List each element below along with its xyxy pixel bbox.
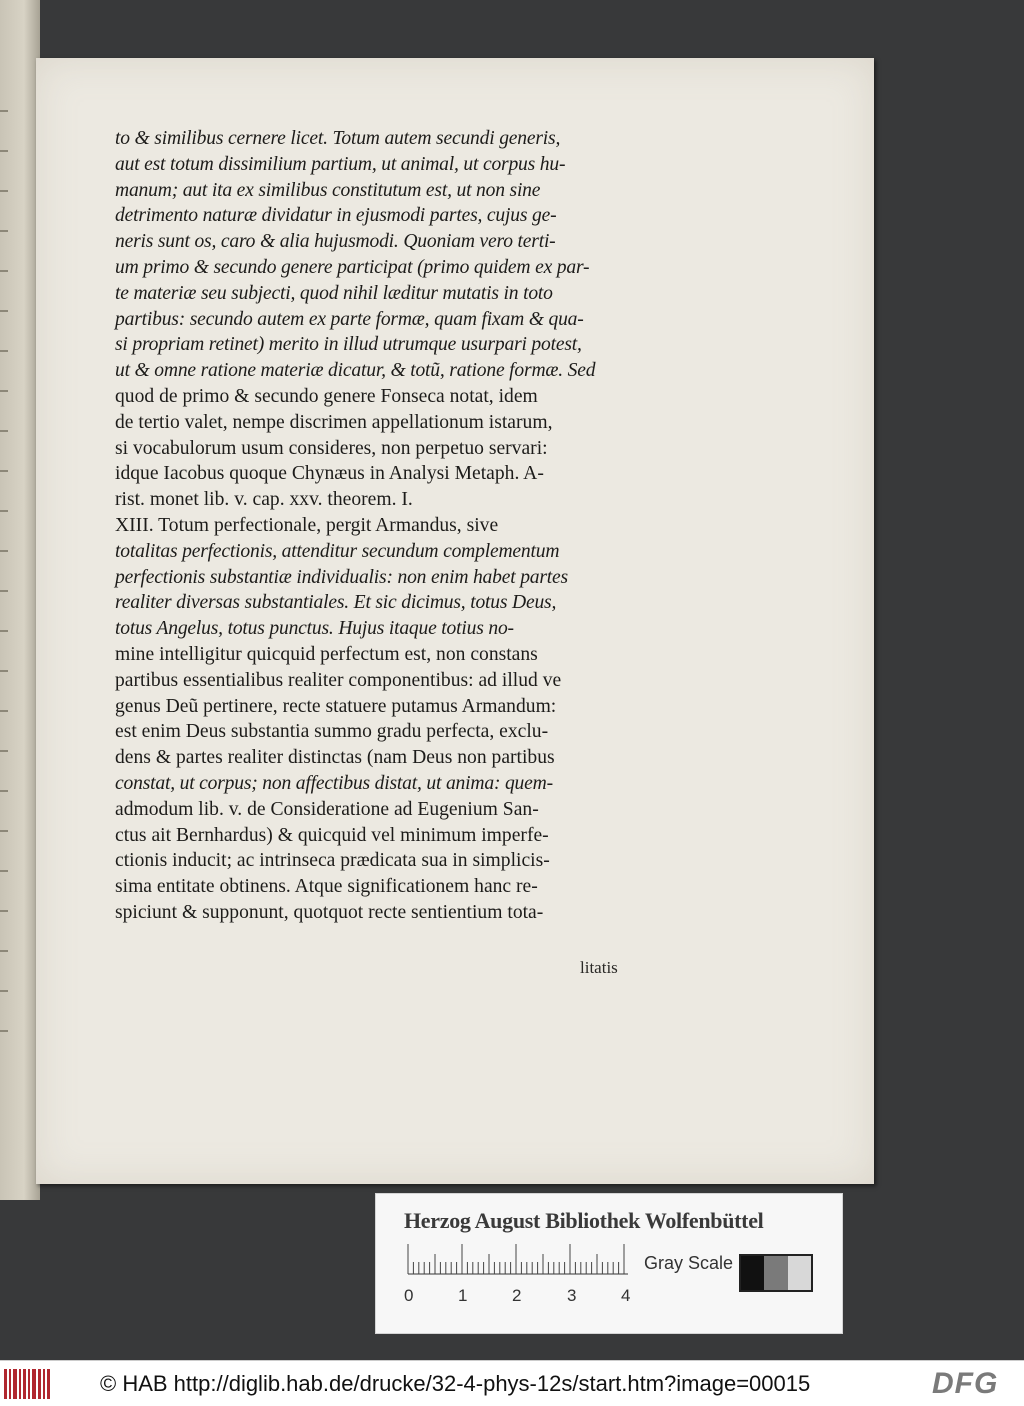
text-line: admodum lib. v. de Consideratione ad Eugenium San- xyxy=(115,798,539,820)
previous-page-edge xyxy=(0,0,40,1200)
text-line: ut & omne ratione materiæ dicatur, & totũ, ratione formæ. Sed xyxy=(115,360,596,382)
text-line: um primo & secundo genere participat (primo quidem ex par- xyxy=(115,256,590,278)
gray-scale-swatch xyxy=(739,1254,813,1292)
text-line: manum; aut ita ex similibus constitutum est, ut non sine xyxy=(115,179,541,201)
ruler-number-2: 2 xyxy=(512,1286,522,1305)
text-line: quod de primo & secundo genere Fonseca notat, idem xyxy=(115,385,538,407)
text-line: totalitas perfectionis, attenditur secundum complementum xyxy=(115,540,560,562)
text-line: idque Iacobus quoque Chynæus in Analysi Metaph. A- xyxy=(115,463,544,485)
text-line: dens & partes realiter distinctas (nam Deus non partibus xyxy=(115,747,555,769)
text-line: totus Angelus, totus punctus. Hujus itaque totius no- xyxy=(115,618,514,640)
text-line: spiciunt & supponunt, quotquot recte sentientium tota- xyxy=(115,901,544,923)
gray-patch xyxy=(741,1256,764,1290)
text-line: detrimento naturæ dividatur in ejusmodi partes, cujus ge- xyxy=(115,205,557,227)
text-line: si propriam retinet) merito in illud utrumque usurpari potest, xyxy=(115,334,582,356)
text-line: est enim Deus substantia summo gradu perfecta, exclu- xyxy=(115,721,549,743)
catchword: litatis xyxy=(580,958,618,977)
dfg-logo: DFG xyxy=(932,1367,999,1400)
gray-scale-label: Gray Scale xyxy=(644,1253,734,1273)
barcode-icon xyxy=(4,1369,50,1399)
ruler-number-3: 3 xyxy=(567,1286,577,1305)
text-line: partibus: secundo autem ex parte formæ, quam fixam & qua- xyxy=(115,308,584,330)
ruler-number-4: 4 xyxy=(621,1286,631,1305)
text-line: XIII. Totum perfectionale, pergit Armandus, sive xyxy=(115,514,499,536)
text-line: mine intelligitur quicquid perfectum est, non constans xyxy=(115,643,538,665)
book-page xyxy=(36,58,874,1184)
text-line: neris sunt os, caro & alia hujusmodi. Quoniam vero terti- xyxy=(115,231,556,253)
text-line: ctionis inducit; ac intrinseca prædicata sua in simplicis- xyxy=(115,850,550,872)
text-line: perfectionis substantiæ individualis: non enim habet partes xyxy=(115,566,568,588)
text-line: aut est totum dissimilium partium, ut animal, ut corpus hu- xyxy=(115,153,566,175)
text-line: genus Deũ pertinere, recte statuere putamus Armandum: xyxy=(115,695,557,717)
text-line: te materiæ seu subjecti, quod nihil læditur mutatis in toto xyxy=(115,282,553,304)
ruler-number-1: 1 xyxy=(458,1286,468,1305)
text-line: si vocabulorum usum consideres, non perpetuo servari: xyxy=(115,437,548,459)
gray-patch xyxy=(788,1256,811,1290)
text-line: de tertio valet, nempe discrimen appellationum istarum, xyxy=(115,411,553,433)
scale-ruler xyxy=(406,1244,636,1288)
text-line: partibus essentialibus realiter componentibus: ad illud ve xyxy=(115,669,562,691)
library-label-card xyxy=(375,1193,843,1334)
ruler-number-0: 0 xyxy=(404,1286,414,1305)
page-text xyxy=(115,126,663,926)
text-line: ctus ait Bernhardus) & quicquid vel minimum imperfe- xyxy=(115,824,549,846)
text-line: constat, ut corpus; non affectibus distat, ut anima: quem- xyxy=(115,772,553,794)
copyright-url[interactable]: © HAB http://diglib.hab.de/drucke/32-4-phys-12s/start.htm?image=00015 xyxy=(100,1371,811,1396)
text-line: to & similibus cernere licet. Totum autem secundi generis, xyxy=(115,128,561,149)
library-name: Herzog August Bibliothek Wolfenbüttel xyxy=(404,1208,764,1233)
text-line: sima entitate obtinens. Atque significationem hanc re- xyxy=(115,876,538,898)
gray-patch xyxy=(764,1256,787,1290)
footer-bar xyxy=(0,1360,1024,1406)
text-line: realiter diversas substantiales. Et sic dicimus, totus Deus, xyxy=(115,592,557,614)
text-line: rist. monet lib. v. cap. xxv. theorem. I. xyxy=(115,489,413,511)
